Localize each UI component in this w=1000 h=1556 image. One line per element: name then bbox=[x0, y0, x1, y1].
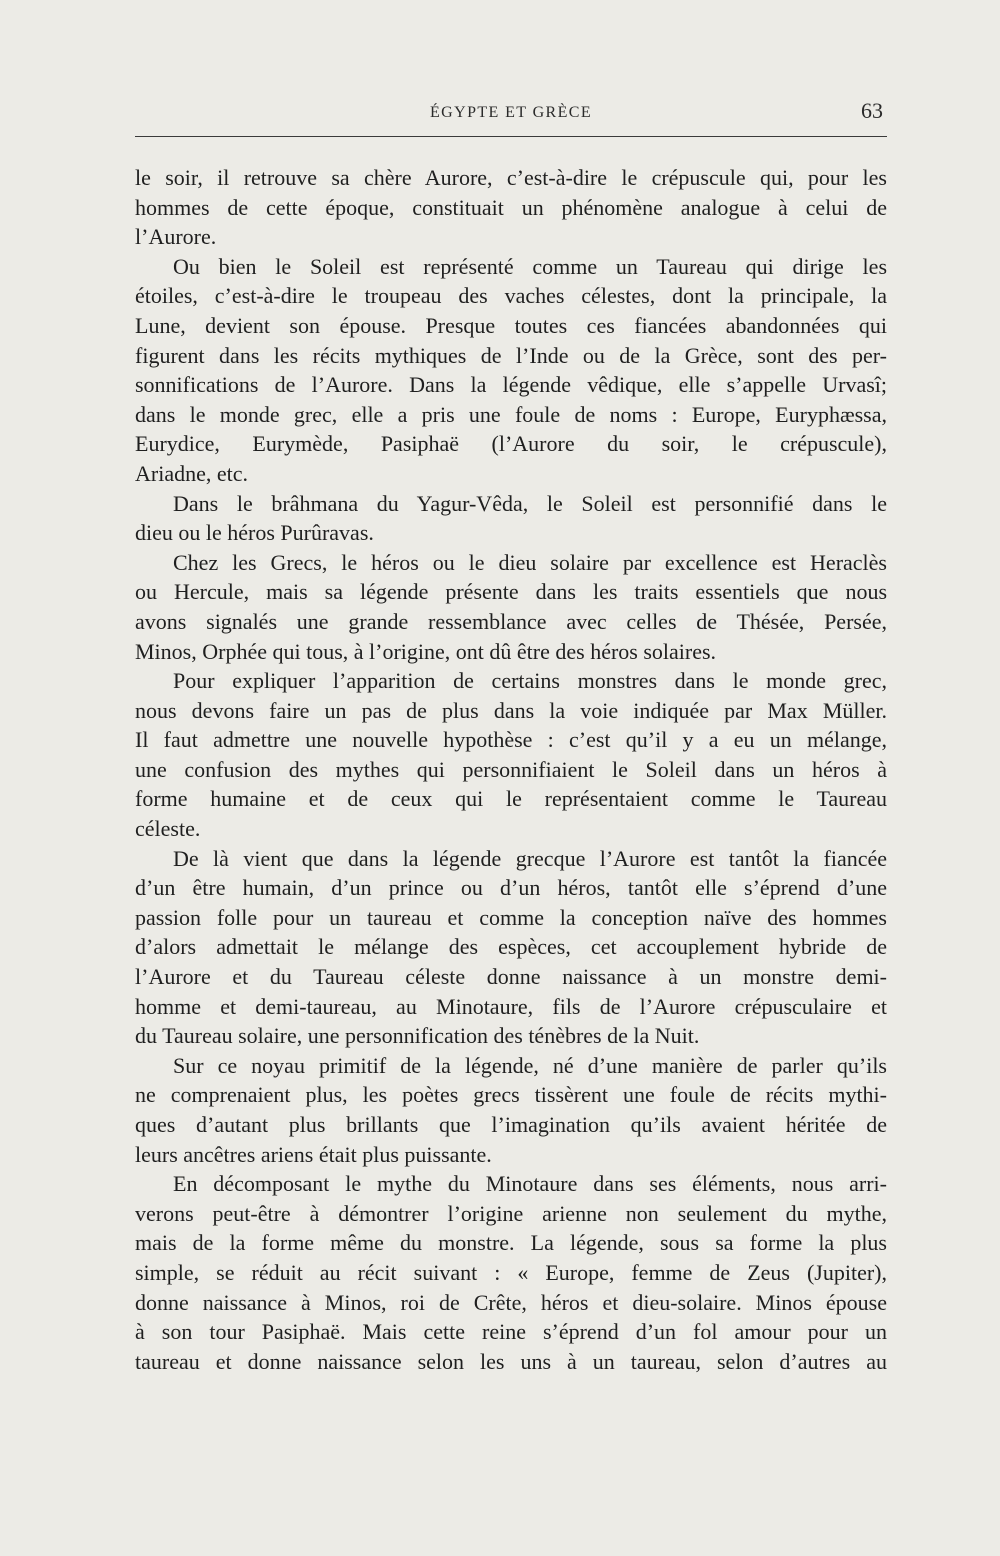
text-line: dans le monde grec, elle a pris une foule de noms : Europe, Euryphæssa, bbox=[135, 401, 887, 427]
text-line: Minos, Orphée qui tous, à l’origine, ont dû être des héros solaires. bbox=[135, 638, 717, 664]
text-line: dieu ou le héros Purûravas. bbox=[135, 520, 374, 546]
text-line: forme humaine et de ceux qui le représentaient comme le Taureau bbox=[135, 786, 887, 812]
text-line: à son tour Pasiphaë. Mais cette reine s’éprend d’un fol amour pour un bbox=[135, 1319, 887, 1345]
header-rule bbox=[135, 136, 887, 137]
text-line: ne comprenaient plus, les poètes grecs tissèrent une foule de récits mythi- bbox=[135, 1082, 887, 1108]
text-line: d’alors admettait le mélange des espèces, cet accouplement hybride de bbox=[135, 934, 887, 960]
text-line: mais de la forme même du monstre. La légende, sous sa forme la plus bbox=[135, 1230, 887, 1256]
text-line: nous devons faire un pas de plus dans la voie indiquée par Max Müller. bbox=[135, 697, 887, 723]
text-line: une confusion des mythes qui personnifiaient le Soleil dans un héros à bbox=[135, 756, 887, 782]
text-line: du Taureau solaire, une personnification des ténèbres de la Nuit. bbox=[135, 1023, 700, 1049]
text-line: donne naissance à Minos, roi de Crête, héros et dieu-solaire. Minos épouse bbox=[135, 1289, 887, 1315]
text-line: simple, se réduit au récit suivant : « Europe, femme de Zeus (Jupiter), bbox=[135, 1259, 887, 1285]
text-line: figurent dans les récits mythiques de l’Inde ou de la Grèce, sont des per- bbox=[135, 342, 887, 368]
text-line: taureau et donne naissance selon les uns à un taureau, selon d’autres au bbox=[135, 1348, 887, 1374]
text-line: sonnifications de l’Aurore. Dans la légende vêdique, elle s’appelle Urvasî; bbox=[135, 372, 887, 398]
text-line: Pour expliquer l’apparition de certains monstres dans le monde grec, bbox=[173, 668, 887, 694]
text-line: Chez les Grecs, le héros ou le dieu solaire par excellence est Heraclès bbox=[173, 549, 887, 575]
text-line: passion folle pour un taureau et comme la conception naïve des hommes bbox=[135, 904, 887, 930]
text-line: Sur ce noyau primitif de la légende, né d’une manière de parler qu’ils bbox=[173, 1052, 887, 1078]
text-line: le soir, il retrouve sa chère Aurore, c’est-à-dire le crépuscule qui, pour les bbox=[135, 165, 887, 190]
text-line: l’Aurore. bbox=[135, 224, 217, 250]
running-header bbox=[135, 98, 887, 130]
running-title: ÉGYPTE ET GRÈCE bbox=[429, 104, 593, 121]
text-line: Eurydice, Eurymède, Pasiphaë (l’Aurore du soir, le crépuscule), bbox=[135, 431, 887, 457]
text-line: étoiles, c’est-à-dire le troupeau des vaches célestes, dont la principale, la bbox=[135, 283, 887, 309]
text-line: homme et demi-taureau, au Minotaure, fils de l’Aurore crépusculaire et bbox=[135, 993, 887, 1019]
text-line: Lune, devient son épouse. Presque toutes ces fiancées abandonnées qui bbox=[135, 312, 887, 338]
text-line: Dans le brâhmana du Yagur-Vêda, le Soleil est personnifié dans le bbox=[173, 490, 887, 516]
text-line: d’un être humain, d’un prince ou d’un héros, tantôt elle s’éprend d’une bbox=[135, 875, 887, 901]
text-line: hommes de cette époque, constituait un phénomène analogue à celui de bbox=[135, 194, 887, 220]
body-text bbox=[135, 163, 887, 1376]
text-line: céleste. bbox=[135, 816, 201, 842]
text-line: En décomposant le mythe du Minotaure dans ses éléments, nous arri- bbox=[173, 1171, 887, 1197]
text-line: l’Aurore et du Taureau céleste donne naissance à un monstre demi- bbox=[135, 964, 887, 990]
text-line: ques d’autant plus brillants que l’imagination qu’ils avaient héritée de bbox=[135, 1112, 887, 1137]
text-line: avons signalés une grande ressemblance avec celles de Thésée, Persée, bbox=[135, 608, 887, 634]
text-line: leurs ancêtres ariens était plus puissante. bbox=[135, 1141, 492, 1167]
text-line: Ariadne, etc. bbox=[135, 460, 248, 486]
text-line: Il faut admettre une nouvelle hypothèse : c’est qu’il y a eu un mélange, bbox=[135, 727, 887, 753]
text-line: verons peut-être à démontrer l’origine arienne non seulement du mythe, bbox=[135, 1200, 887, 1226]
page-number: 63 bbox=[861, 98, 883, 123]
text-line: Ou bien le Soleil est représenté comme un Taureau qui dirige les bbox=[173, 253, 887, 279]
text-line: De là vient que dans la légende grecque l’Aurore est tantôt la fiancée bbox=[173, 845, 887, 871]
text-line: ou Hercule, mais sa légende présente dans les traits essentiels que nous bbox=[135, 579, 887, 605]
